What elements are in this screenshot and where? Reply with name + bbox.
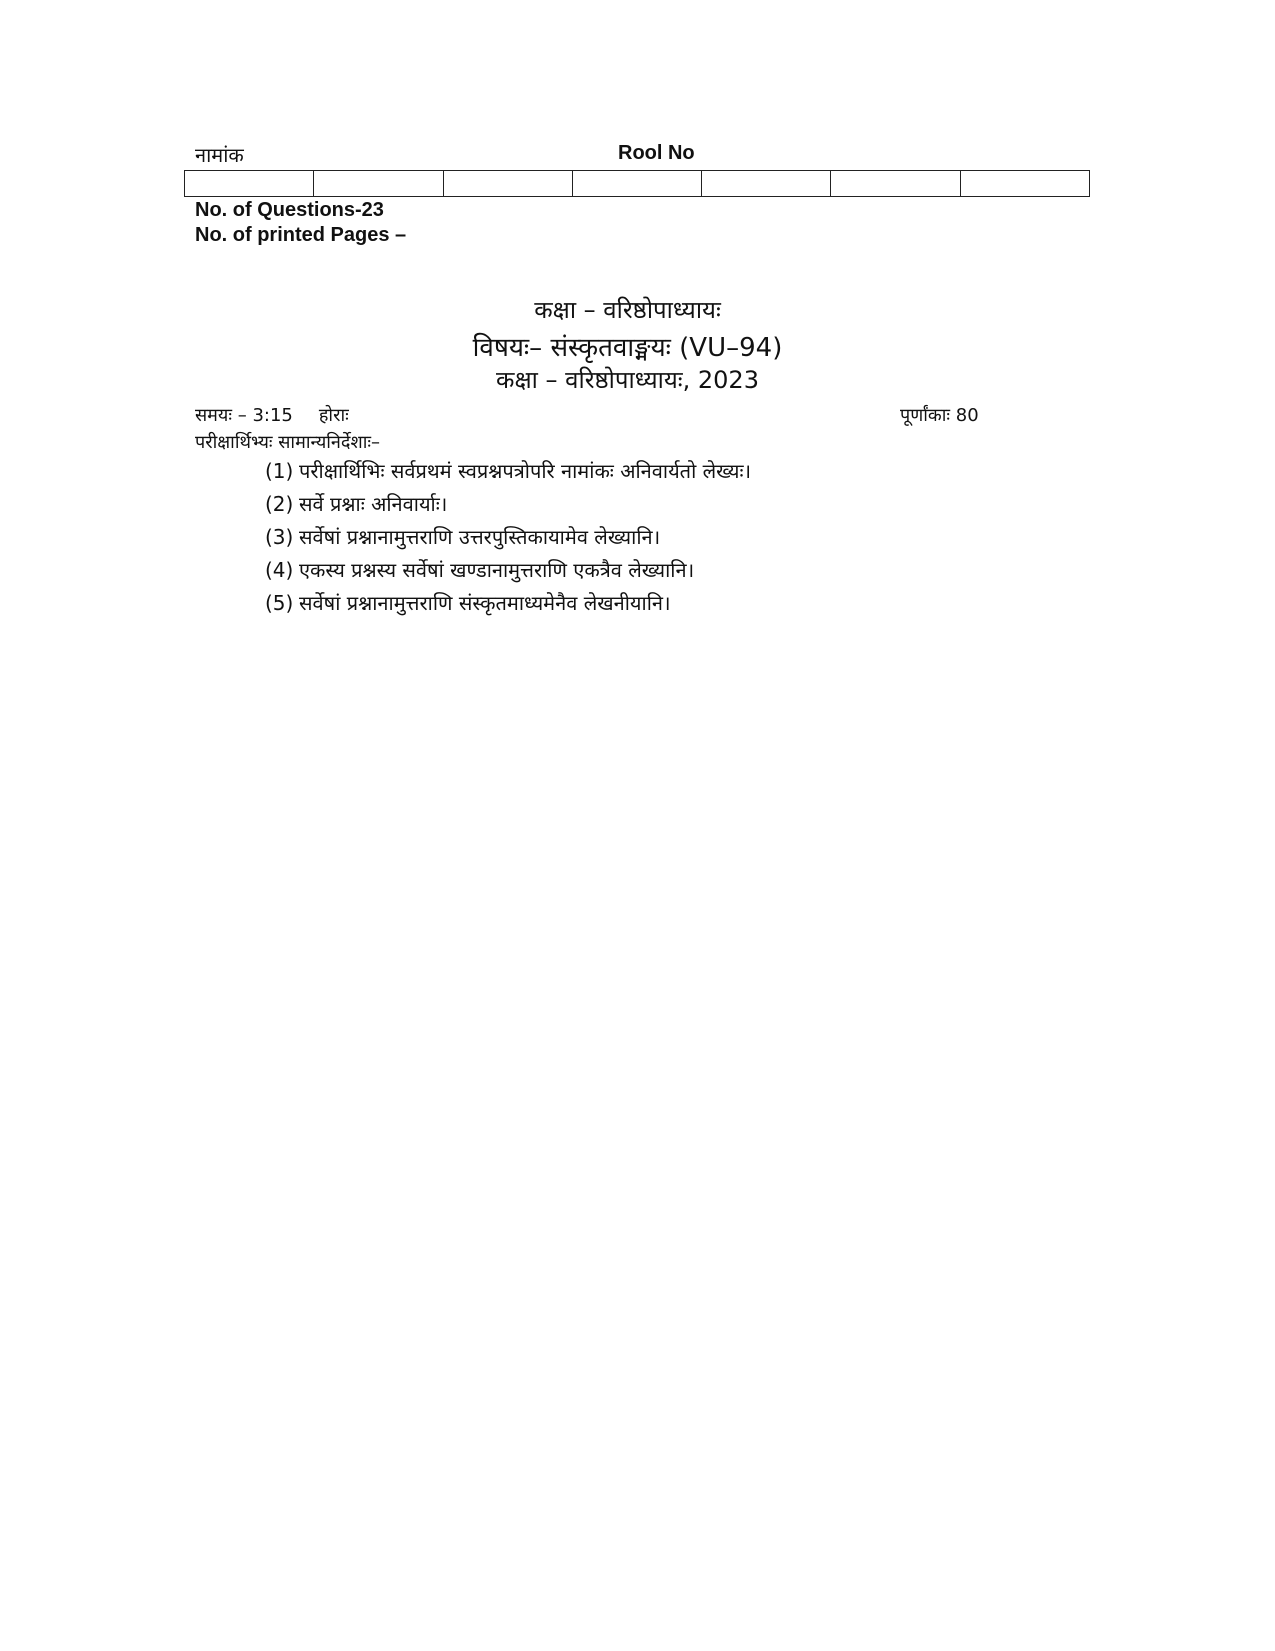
roll-number-box[interactable] — [830, 171, 959, 196]
class-title: कक्षा – वरिष्ठोपाध्यायः — [534, 296, 721, 324]
roll-number-boxes — [184, 170, 1090, 197]
instruction-text: सर्वेषां प्रश्नानामुत्तराणि संस्कृतमाध्यमेनैव लेखनीयानि। — [299, 591, 671, 615]
instruction-item — [265, 523, 751, 556]
instruction-text: परीक्षार्थिभिः सर्वप्रथमं स्वप्रश्नपत्रोपरि नामांकः अनिवार्यतो लेख्यः। — [299, 459, 752, 483]
instruction-item — [265, 589, 751, 622]
exam-title: कक्षा – वरिष्ठोपाध्यायः, 2023 — [496, 366, 759, 394]
roll-number-box[interactable] — [443, 171, 572, 196]
number-of-pages: No. of printed Pages – — [195, 224, 407, 246]
roll-number-box[interactable] — [313, 171, 442, 196]
roll-number-label: Rool No — [618, 142, 695, 164]
instruction-text: एकस्य प्रश्नस्य सर्वेषां खण्डानामुत्तराणि एकत्रैव लेख्यानि। — [299, 558, 695, 582]
roll-number-box[interactable] — [960, 171, 1089, 196]
instruction-number: (3) — [265, 525, 294, 549]
instruction-item — [265, 457, 751, 490]
roll-number-box[interactable] — [701, 171, 830, 196]
instruction-number: (5) — [265, 591, 294, 615]
time-unit: होराः — [318, 405, 349, 426]
instruction-text: सर्वेषां प्रश्नानामुत्तराणि उत्तरपुस्तिकायामेव लेख्यानि। — [299, 525, 661, 549]
instruction-item — [265, 556, 751, 589]
number-of-questions: No. of Questions-23 — [195, 199, 384, 221]
instruction-text: सर्वे प्रश्नाः अनिवार्याः। — [299, 492, 448, 516]
roll-number-box[interactable] — [572, 171, 701, 196]
time-value: समयः – 3:15 — [195, 405, 293, 426]
subject-title: विषयः– संस्कृतवाङ्मयः (VU–94) — [472, 333, 783, 363]
instructions-heading: परीक्षार्थिभ्यः सामान्यनिर्देशाः– — [195, 432, 381, 453]
instruction-item — [265, 490, 751, 523]
instructions-list — [265, 457, 751, 622]
instruction-number: (1) — [265, 459, 294, 483]
instruction-number: (2) — [265, 492, 294, 516]
time-allowed — [195, 403, 349, 427]
roll-number-label-hindi: नामांक — [195, 143, 244, 167]
instruction-number: (4) — [265, 558, 294, 582]
roll-number-box[interactable] — [185, 171, 313, 196]
maximum-marks: पूर्णांकाः 80 — [900, 405, 979, 426]
